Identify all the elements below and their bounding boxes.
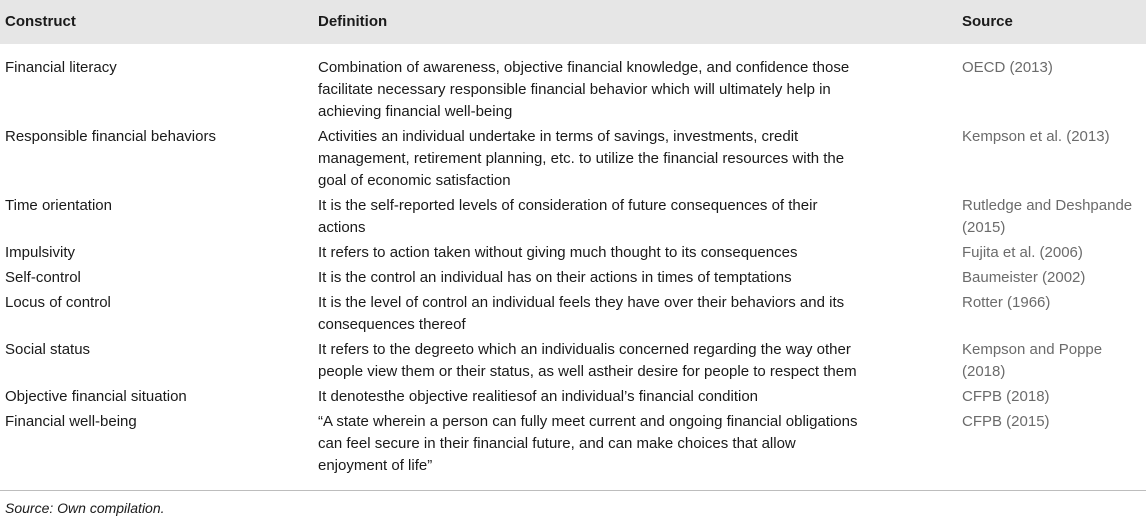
header-source: Source [962,13,1013,30]
cell-construct: Social status [5,341,91,358]
cell-construct: Objective financial situation [5,388,187,405]
cell-source: CFPB (2015) [962,413,1050,430]
cell-definition: It refers to the degreeto which an individualis concerned regarding the way other people view them or their status, as well astheir desire for people to respect them [318,341,857,380]
table-row [0,123,1146,192]
cell-construct: Time orientation [5,197,112,214]
table-header [0,0,1146,44]
table-footnote: Source: Own compilation. [5,500,165,516]
header-construct: Construct [5,13,76,30]
cell-source: Rotter (1966) [962,294,1051,311]
table-row [0,192,1146,239]
cell-construct: Self-control [5,269,81,286]
table-bottom-rule [0,490,1146,491]
table-row [0,408,1146,483]
cell-definition: It is the self-reported levels of consideration of future consequences of their actions [318,197,818,236]
cell-source: Kempson et al. (2013) [962,128,1110,145]
cell-source: OECD (2013) [962,59,1053,76]
cell-definition: “A state wherein a person can fully meet current and ongoing financial obligations can feel secure in their financial future, and can make choices that allow enjoyment of life” [318,413,858,474]
cell-definition: It is the control an individual has on their actions in times of temptations [318,269,792,286]
table-body [0,44,1146,483]
cell-construct: Locus of control [5,294,111,311]
cell-definition: Combination of awareness, objective financial knowledge, and confidence those facilitate necessary responsible financial behavior which will ultimately help in achieving financial well-being [318,59,850,120]
table-row [0,44,1146,123]
cell-definition: It is the level of control an individual feels they have over their behaviors and its consequences thereof [318,294,845,333]
cell-construct: Impulsivity [5,244,76,261]
cell-definition: Activities an individual undertake in terms of savings, investments, credit management, retirement planning, etc. to utilize the financial resources with the goal of economic satisfaction [318,128,845,189]
cell-source: Kempson and Poppe (2018) [962,341,1103,380]
cell-definition: It refers to action taken without giving much thought to its consequences [318,244,798,261]
cell-construct: Financial literacy [5,59,117,76]
cell-definition: It denotesthe objective realitiesof an individual’s financial condition [318,388,759,405]
cell-source: CFPB (2018) [962,388,1050,405]
table-row [0,239,1146,264]
header-row [0,0,1146,44]
table-row [0,336,1146,383]
cell-source: Baumeister (2002) [962,269,1086,286]
cell-source: Fujita et al. (2006) [962,244,1083,261]
cell-construct: Financial well-being [5,413,137,430]
table-row [0,264,1146,289]
table-row [0,289,1146,336]
cell-source: Rutledge and Deshpande (2015) [962,197,1133,236]
header-definition: Definition [318,13,388,30]
table-row [0,383,1146,408]
cell-construct: Responsible financial behaviors [5,128,216,145]
